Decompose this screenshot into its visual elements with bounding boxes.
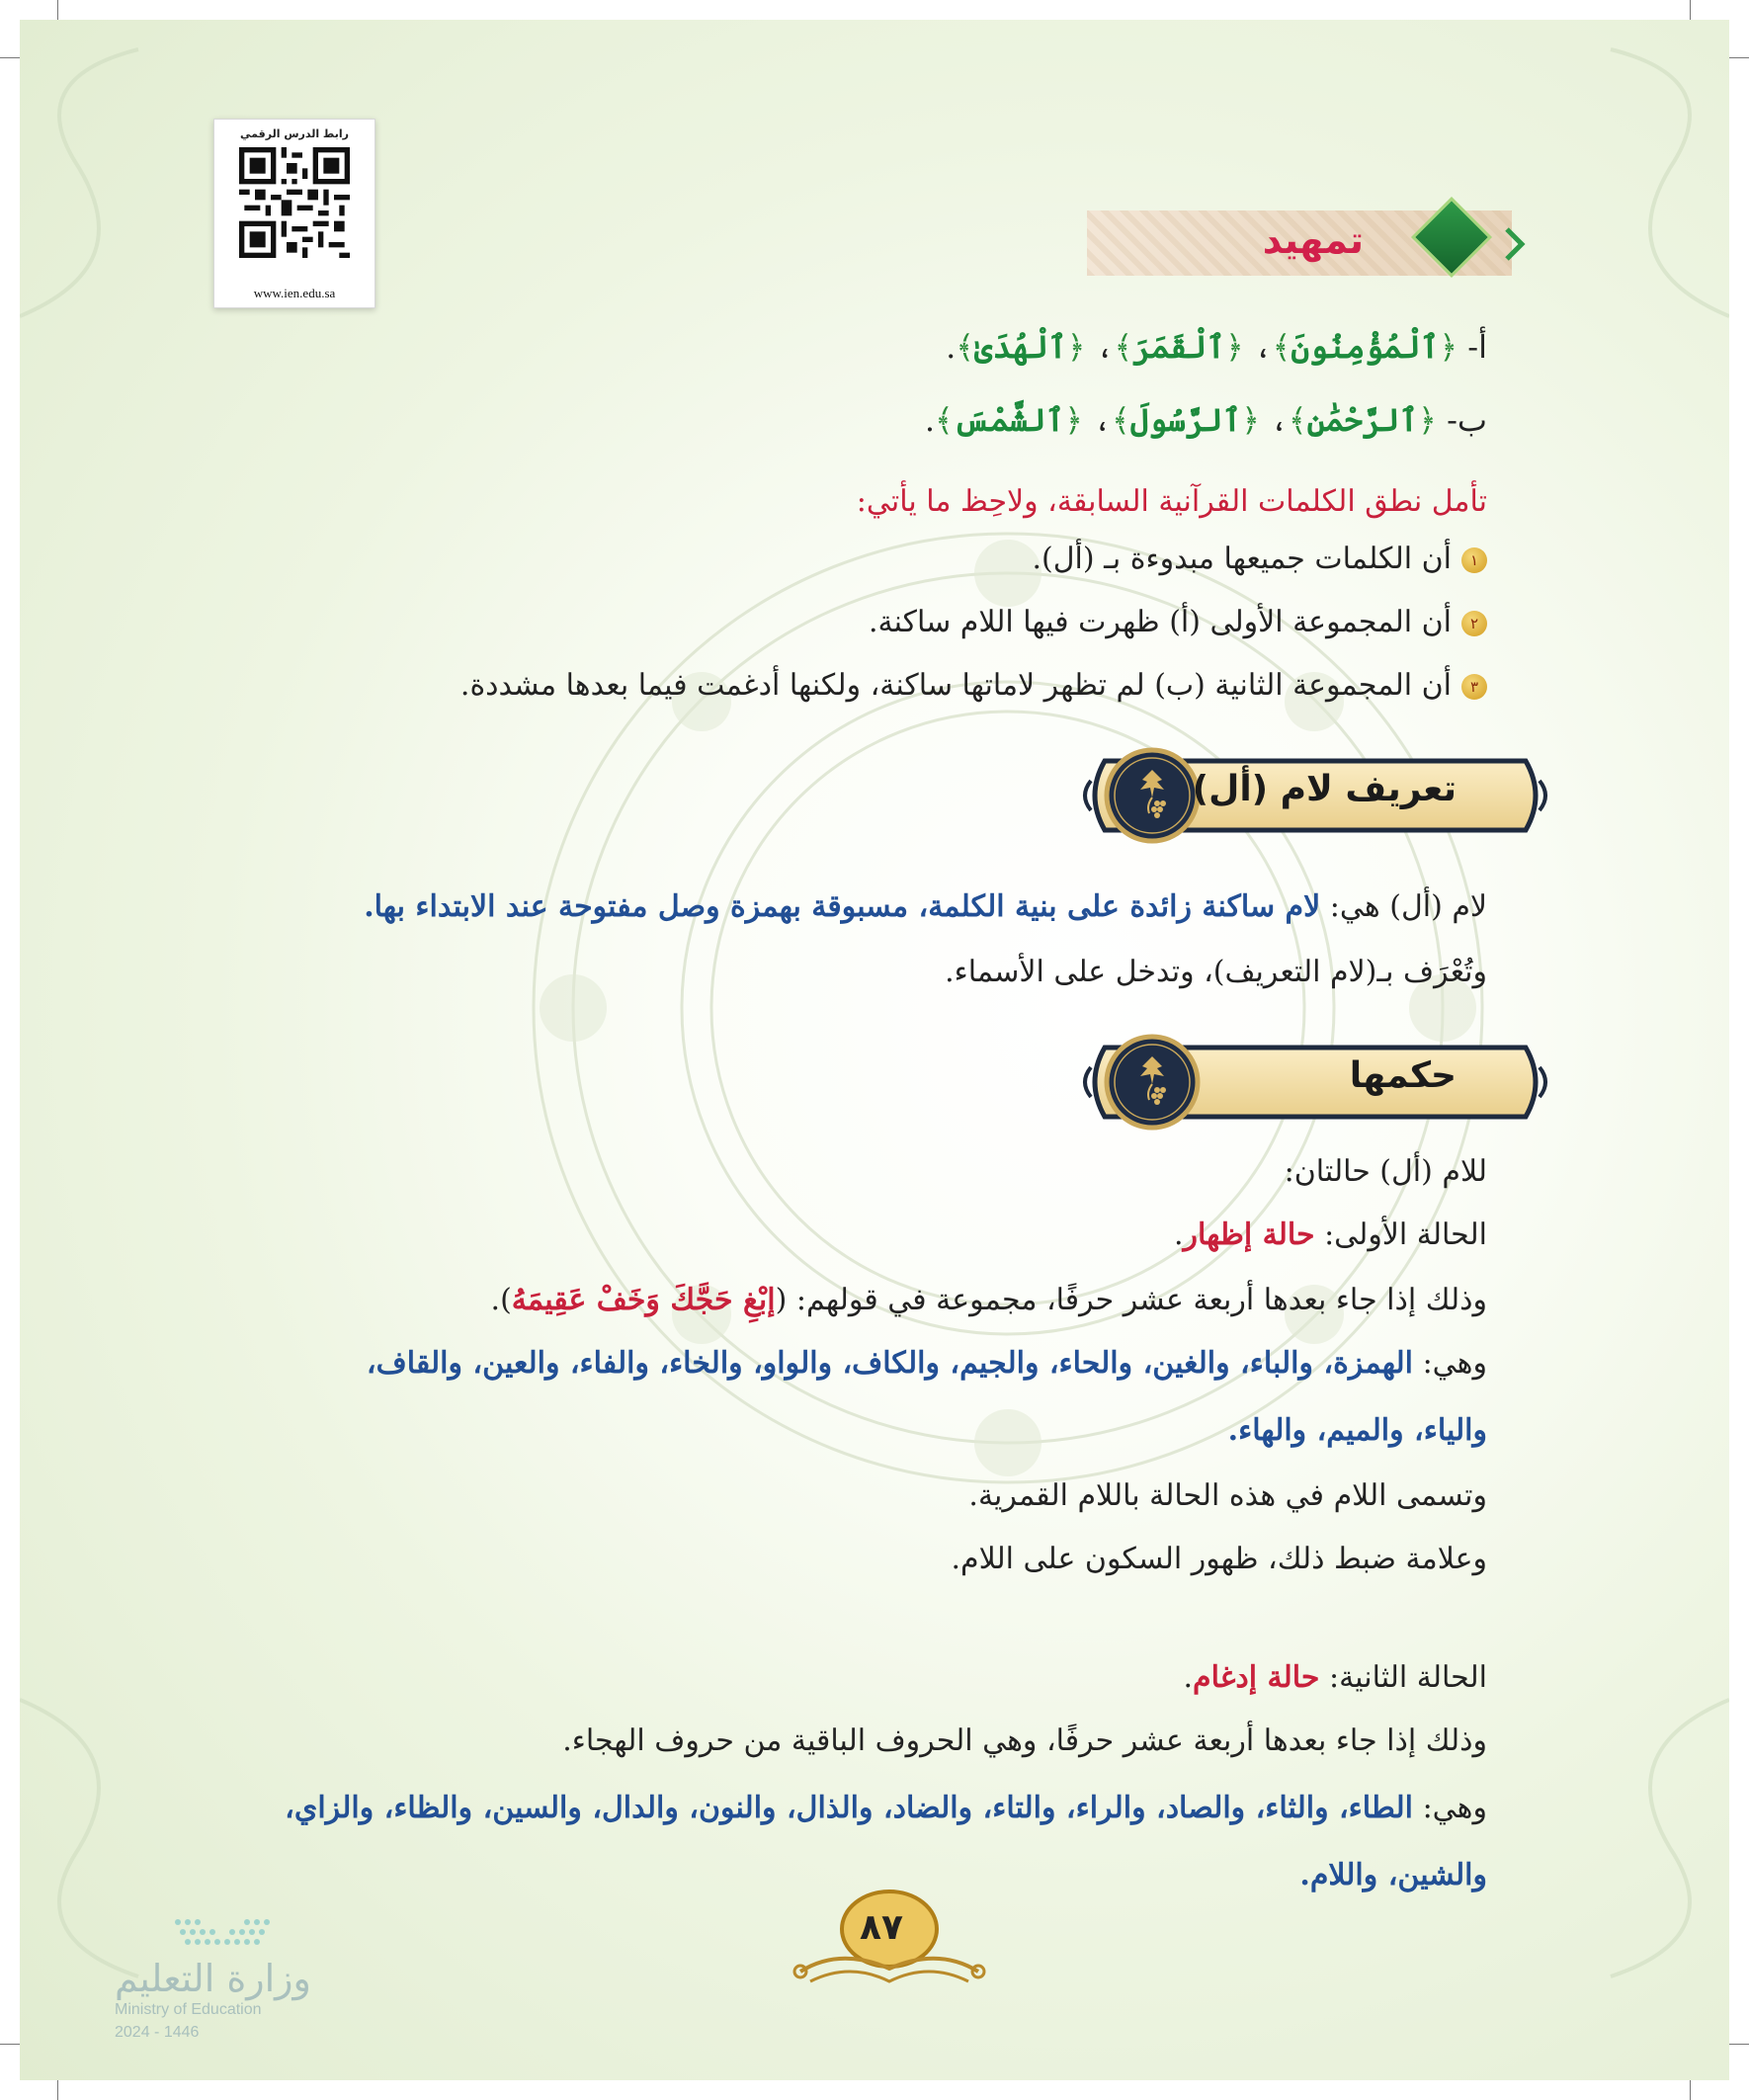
digital-lesson-qr[interactable]: [213, 119, 375, 308]
case2-letters-prefix: وهي:: [1413, 1791, 1487, 1825]
number-badge: ١: [1461, 547, 1487, 573]
list-item: [869, 605, 1487, 639]
case1-letters-prefix: وهي:: [1413, 1346, 1487, 1381]
case2-line: وذلك إذا جاء بعدها أربعة عشر حرفًا، وهي الحروف الباقية من حروف الهجاء.: [562, 1723, 1487, 1758]
definition-title: تعريف لام (أل): [1192, 769, 1457, 809]
case1-line: [491, 1283, 1487, 1317]
group-a-prefix: أ-: [1467, 328, 1487, 366]
case1-phrase: إبْغِ حَجَّكَ وَخَفْ عَقِيمَهُ: [511, 1283, 776, 1317]
intro-prompt: تأمل نطق الكلمات القرآنية السابقة، ولاحِظ ما يأتي:: [856, 484, 1487, 519]
group-b-line: ب- ﴿ٱلرَّحْمَٰنِ﴾، ﴿ٱلرَّسُولَ﴾، ﴿ٱلشَّمْسَ﴾.: [924, 401, 1487, 439]
ministry-name-ar: وزارة التعليم: [115, 1957, 311, 2000]
group-a-line: أ- ﴿ٱلْمُؤْمِنُونَ﴾، ﴿ٱلْقَمَرَ﴾، ﴿ٱلْهُدَىٰ﴾.: [946, 328, 1487, 366]
ruling-intro: للام (أل) حالتان:: [1284, 1154, 1487, 1189]
qr-url[interactable]: www.ien.edu.sa: [253, 286, 336, 300]
chevron-right-icon: [1502, 224, 1532, 264]
list-item-text: أن المجموعة الثانية (ب) لم تظهر لاماتها ساكنة، ولكنها أدغمت فيما بعدها مشددة.: [459, 668, 1452, 703]
case2-heading: الحالة الثانية: حالة إدغام.: [1183, 1660, 1487, 1695]
section-header-definition: [1075, 751, 1555, 840]
case2-letters-line: [285, 1791, 1487, 1825]
definition-line-2: وتُعْرَف بـ(لام التعريف)، وتدخل على الأسماء.: [945, 955, 1487, 989]
quran-word: ٱلْهُدَىٰ: [974, 328, 1067, 366]
case1-heading: الحالة الأولى: حالة إظهار.: [1173, 1218, 1487, 1252]
definition-bold: لام ساكنة زائدة على بنية الكلمة، مسبوقة بهمزة وصل مفتوحة عند الابتداء بها: [374, 889, 1321, 924]
quran-word: ٱلرَّسُولَ: [1129, 401, 1242, 439]
page-number: ٨٧: [860, 1907, 903, 1948]
group-b-prefix: ب-: [1447, 401, 1487, 439]
case1-line-prefix: وذلك إذا جاء بعدها أربعة عشر حرفًا، مجموعة في قولهم: (: [775, 1283, 1487, 1317]
case2-label: الحالة الثانية:: [1319, 1660, 1487, 1695]
quran-word: ٱلْقَمَرَ: [1132, 328, 1225, 366]
list-item: [1032, 542, 1487, 576]
case1-line-end: ).: [490, 1283, 512, 1317]
case1-letters: الهمزة، والباء، والغين، والحاء، والجيم، والكاف، والواو، والخاء، والفاء، والعين، والقاف،: [366, 1346, 1414, 1381]
definition-prefix: لام (أل) هي:: [1320, 889, 1487, 924]
qr-title: رابط الدرس الرقمي: [240, 127, 349, 140]
case2-letters-line-2: والشين، واللام.: [1299, 1858, 1487, 1892]
definition-line: [364, 889, 1487, 924]
number-badge: ٢: [1461, 611, 1487, 636]
qr-code-icon[interactable]: [239, 147, 350, 258]
case1-letters-line-2: والياء، والميم، والهاء.: [1227, 1413, 1487, 1448]
intro-title: تمهيد: [1262, 218, 1364, 262]
ruling-title: حكمها: [1349, 1055, 1457, 1096]
number-badge: ٣: [1461, 674, 1487, 700]
ministry-name-en: Ministry of Education: [115, 2001, 262, 2018]
grape-leaf-icon: [1103, 746, 1202, 845]
section-header-ruling: [1075, 1038, 1555, 1127]
quran-word: ٱلرَّحْمَٰنِ: [1306, 401, 1419, 439]
definition-end: .: [364, 889, 375, 924]
case2-name: حالة إدغام: [1193, 1660, 1320, 1695]
academic-year: 2024 - 1446: [115, 2024, 200, 2041]
case1-sign: وعلامة ضبط ذلك، ظهور السكون على اللام.: [951, 1542, 1487, 1576]
ministry-logo-icon: [168, 1912, 277, 1952]
case1-naming: وتسمى اللام في هذه الحالة باللام القمرية.: [968, 1478, 1487, 1513]
quran-word: ٱلْمُؤْمِنُونَ: [1291, 328, 1440, 366]
case1-label: الحالة الأولى:: [1314, 1218, 1487, 1252]
case1-letters-line: [367, 1346, 1487, 1381]
quran-word: ٱلشَّمْسَ: [953, 401, 1065, 439]
case1-name: حالة إظهار: [1183, 1218, 1315, 1252]
case2-letters: الطاء، والثاء، والصاد، والراء، والتاء، والضاد، والذال، والنون، والدال، والسين، والظاء، والزاي،: [285, 1791, 1414, 1825]
grape-leaf-icon: [1103, 1033, 1202, 1132]
list-item: [460, 668, 1487, 703]
list-item-text: أن الكلمات جميعها مبدوءة بـ (أل).: [1032, 542, 1452, 576]
list-item-text: أن المجموعة الأولى (أ) ظهرت فيها اللام ساكنة.: [869, 605, 1452, 639]
textbook-page: [20, 20, 1729, 2080]
